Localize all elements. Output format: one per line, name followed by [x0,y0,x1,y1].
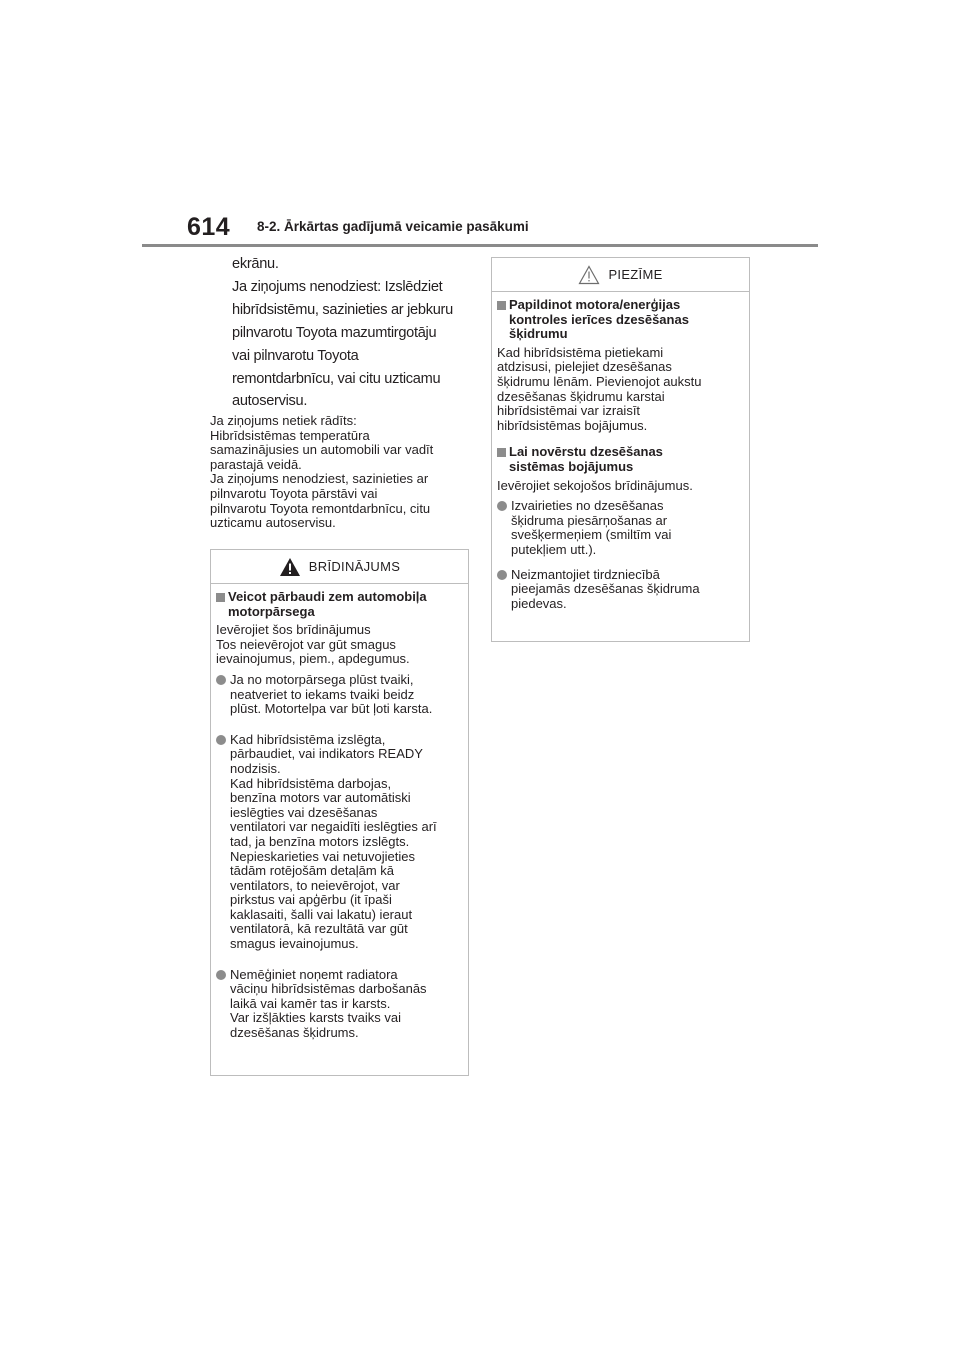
text-line: Var izšļākties karsts tvaiks vai [230,1010,401,1026]
caution-triangle-icon [578,265,600,285]
note-subheading [497,445,744,474]
round-bullet-icon [216,970,226,980]
text-line: Kad hibrīdsistēma darbojas, [230,775,392,791]
text-line: nodzisis. [230,760,281,776]
text-line: dzesēšanas šķidrumu karstai [497,388,665,404]
text-line: Nepieskarieties vai netuvojieties [230,848,415,864]
text-line: dzesēšanas šķidrums. [230,1025,359,1041]
text-line: šķidruma piesārņošanas ar [511,512,668,528]
text-line: pilnvarotu Toyota pārstāvi vai [210,485,378,501]
text-line: remontdarbnīcu, vai citu uzticamu [232,370,441,387]
square-bullet-icon [497,448,506,457]
text-line: uzticamu autoservisu. [210,515,336,531]
text-line: kaklasaiti, šalli vai lakatu) ieraut [230,906,413,922]
text-line: Ja ziņojums nenodziest: Izslēdziet [232,278,443,295]
text-line: samazinājusies un automobili var vadīt [210,442,434,458]
text-line: pieejamās dzesēšanas šķidruma [511,581,700,597]
text-line: tādām rotējošām detaļām kā [230,863,395,879]
text-line: pilnvarotu Toyota mazumtirgotāju [232,324,437,341]
warning-title: BRĪDINĀJUMS [308,559,401,574]
text-line: atdzisusi, pielejiet dzesēšanas [497,359,672,375]
text-line: Ja no motorpārsega plūst tvaiki, [230,671,414,687]
text-line: Kad hibrīdsistēma izslēgta, [230,731,386,747]
square-bullet-icon [497,301,506,310]
body-paragraph [210,414,472,531]
text-line: Papildinot motora/enerģijas [509,297,681,312]
text-line: Ja ziņojums nenodziest, sazinieties ar [210,471,429,487]
text-line: pirkstus vai apģērbu (it īpaši [230,892,392,908]
list-item [216,968,463,1041]
text-line: šķidrumu [509,326,568,342]
text-line: ekrānu. [232,256,279,272]
header-rule [142,244,818,247]
text-line: pārbaudiet, vai indikators READY [230,746,423,762]
text-line: ievainojumus, piem., apdegumus. [216,651,410,667]
warning-intro [216,623,463,667]
note-box [491,257,750,642]
list-item [216,673,463,717]
note-body [497,346,744,434]
warning-header [211,550,468,584]
text-line: svešķermeņiem (smiltīm vai [511,527,672,543]
text-line: piedevas. [511,595,567,611]
list-item [497,499,744,557]
text-line: neatveriet to iekams tvaiki beidz [230,686,415,702]
text-line: kontroles ierīces dzesēšanas [509,311,689,327]
text-line: ventilatori var negaidīti ieslēgties arī [230,819,437,835]
text-line: Nemēģiniet noņemt radiatora [230,966,398,982]
text-line: hibrīdsistēmas bojājumus. [497,417,648,433]
list-item [216,733,463,952]
text-line: motorpārsega [228,603,315,619]
note-header [492,258,749,292]
text-line: ventilatorā, kā rezultātā var gūt [230,921,408,937]
round-bullet-icon [497,570,507,580]
text-line: Lai novērstu dzesēšanas [509,444,663,460]
text-line: tad, ja benzīna motors izslēgts. [230,833,410,849]
text-line: Ja ziņojums netiek rādīts: [210,413,357,428]
list-item [497,568,744,612]
note-body [497,479,744,494]
text-line: hibrīdsistēmai var izraisīt [497,403,641,419]
text-line: ieslēgties vai dzesēšanas [230,804,378,820]
text-line: autoservisu. [232,393,308,410]
text-line: Izvairieties no dzesēšanas [511,498,664,514]
text-line: ventilators, to neievērojot, var [230,877,400,893]
text-line: sistēmas bojājumus [509,458,634,474]
warning-triangle-icon [279,557,301,577]
text-line: laikā vai kamēr tas ir karsts. [230,995,391,1011]
text-line: Kad hibrīdsistēma pietiekami [497,344,664,360]
note-subheading [497,298,744,342]
text-line: smagus ievainojumus. [230,936,359,952]
text-line: hibrīdsistēmu, sazinieties ar jebkuru [232,301,453,318]
text-line: pilnvarotu Toyota remontdarbnīcu, citu [210,500,431,516]
text-line: plūst. Motortelpa var būt ļoti karsta. [230,701,433,717]
text-line: parastajā veidā. [210,456,302,472]
warning-box [210,549,469,1076]
note-title: PIEZĪME [608,267,663,282]
text-line: Veicot pārbaudi zem automobiļa [228,589,427,604]
round-bullet-icon [497,501,507,511]
text-line: Ievērojiet šos brīdinājumus [216,622,371,638]
page-number: 614 [187,213,231,241]
square-bullet-icon [216,593,225,602]
section-title: 8-2. Ārkārtas gadījumā veicamie pasākumi [257,219,529,234]
text-line: vāciņu hibrīdsistēmas darbošanās [230,981,427,997]
round-bullet-icon [216,675,226,685]
text-line: Ievērojiet sekojošos brīdinājumus. [497,477,693,493]
text-line: putekļiem utt.). [511,541,597,557]
text-line: Hibrīdsistēmas temperatūra [210,427,370,443]
text-line: benzīna motors var automātiski [230,790,411,806]
round-bullet-icon [216,735,226,745]
warning-subheading [216,590,463,619]
continued-step-text [232,253,472,413]
text-line: šķidrumu lēnām. Pievienojot aukstu [497,373,702,389]
text-line: Neizmantojiet tirdzniecībā [511,566,660,582]
text-line: Tos neievērojot var gūt smagus [216,636,396,652]
text-line: vai pilnvarotu Toyota [232,347,359,364]
